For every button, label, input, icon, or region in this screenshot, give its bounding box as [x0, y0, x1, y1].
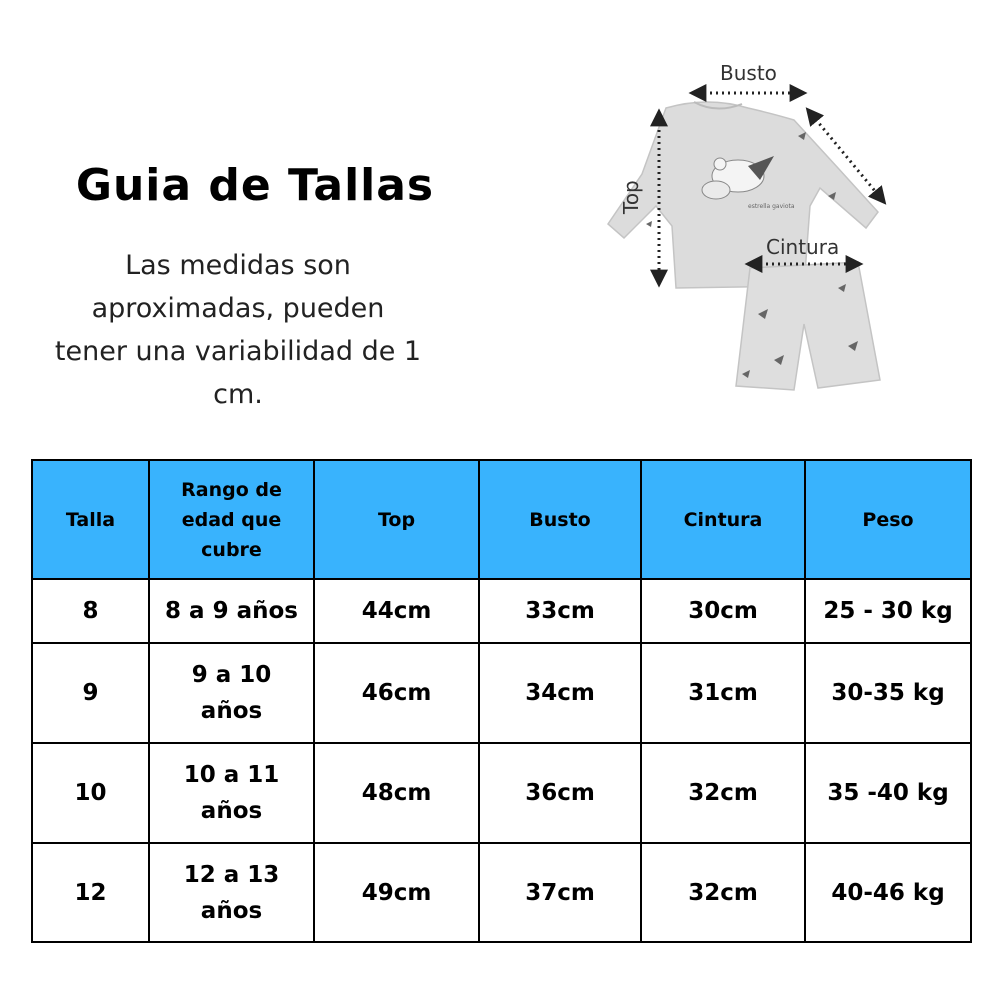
cell-peso: 25 - 30 kg — [805, 579, 971, 643]
cell-busto: 33cm — [479, 579, 641, 643]
page-title: Guia de Tallas — [75, 160, 435, 211]
table-header-row — [32, 460, 971, 579]
rash-guard-shirt — [608, 102, 878, 288]
svg-text:estrella gaviota: estrella gaviota — [748, 203, 795, 210]
cell-busto: 34cm — [479, 643, 641, 743]
cell-top: 48cm — [314, 743, 479, 843]
cell-top: 49cm — [314, 843, 479, 942]
cell-peso: 35 -40 kg — [805, 743, 971, 843]
header-peso: Peso — [805, 460, 971, 579]
cell-talla: 12 — [32, 843, 149, 942]
header-cintura: Cintura — [641, 460, 805, 579]
label-cintura: Cintura — [766, 235, 840, 259]
cell-top: 46cm — [314, 643, 479, 743]
size-chart-table — [31, 459, 972, 943]
swimsuit-illustration — [598, 56, 910, 400]
header-rango-edad: Rango de edad que cubre — [149, 460, 314, 579]
cell-talla: 10 — [32, 743, 149, 843]
cell-talla: 8 — [32, 579, 149, 643]
label-top: Top — [619, 180, 643, 214]
cell-cintura: 30cm — [641, 579, 805, 643]
cell-cintura: 32cm — [641, 843, 805, 942]
table-row — [32, 579, 971, 643]
label-busto: Busto — [720, 61, 777, 85]
cell-rango-edad: 10 a 11 años — [149, 743, 314, 843]
swim-shorts — [736, 262, 880, 390]
table-row — [32, 843, 971, 942]
header-busto: Busto — [479, 460, 641, 579]
table-row — [32, 643, 971, 743]
cell-cintura: 31cm — [641, 643, 805, 743]
cell-talla: 9 — [32, 643, 149, 743]
cell-busto: 36cm — [479, 743, 641, 843]
swimsuit-drawing — [598, 56, 910, 400]
page-subtitle: Las medidas son aproximadas, pueden tener una variabilidad de 1 cm. — [54, 250, 422, 410]
cell-cintura: 32cm — [641, 743, 805, 843]
cell-busto: 37cm — [479, 843, 641, 942]
cell-top: 44cm — [314, 579, 479, 643]
cell-rango-edad: 8 a 9 años — [149, 579, 314, 643]
table-row — [32, 743, 971, 843]
cell-peso: 40-46 kg — [805, 843, 971, 942]
header-top: Top — [314, 460, 479, 579]
header-talla: Talla — [32, 460, 149, 579]
cell-rango-edad: 9 a 10 años — [149, 643, 314, 743]
cell-rango-edad: 12 a 13 años — [149, 843, 314, 942]
cell-peso: 30-35 kg — [805, 643, 971, 743]
